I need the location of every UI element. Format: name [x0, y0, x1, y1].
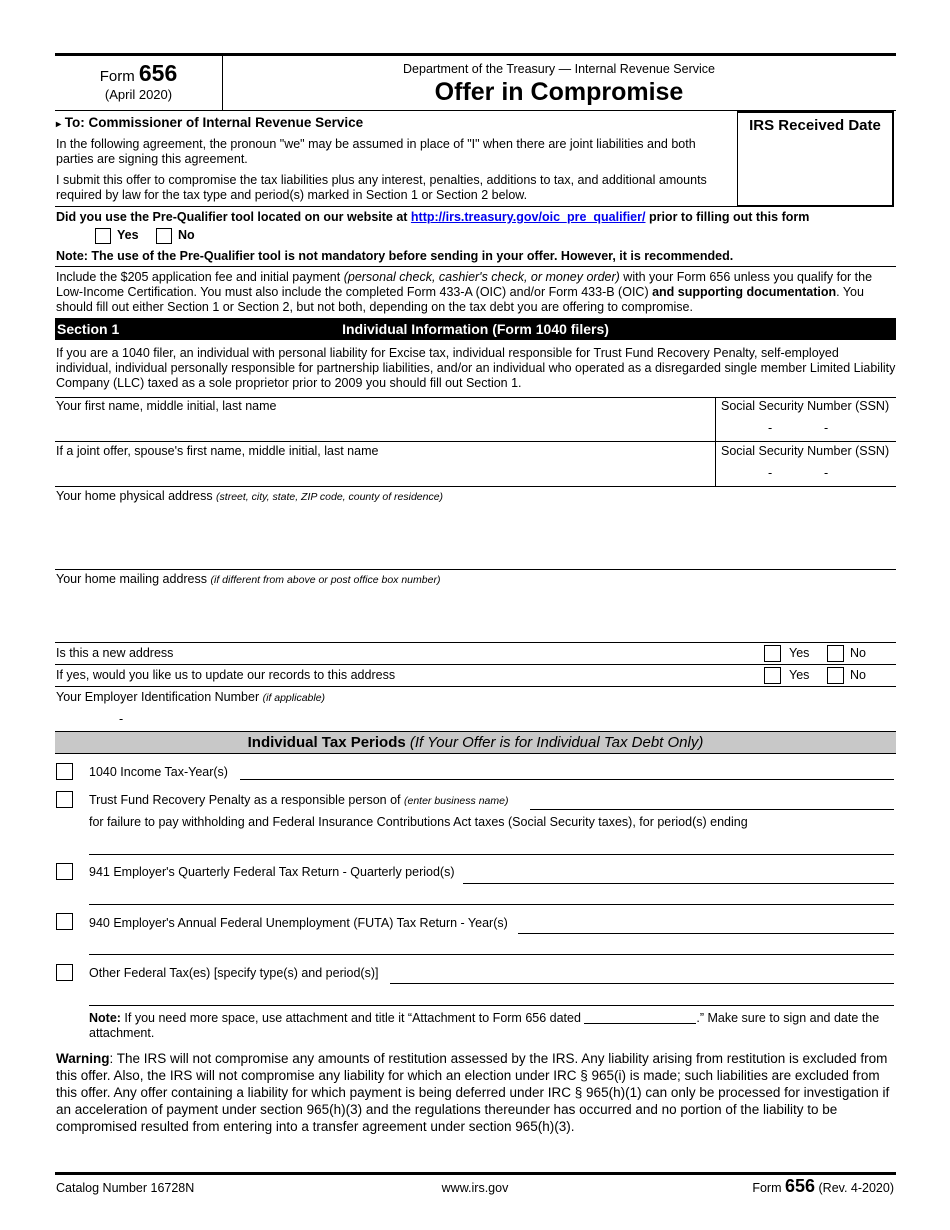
- home-address-label: [56, 489, 443, 503]
- footer-form-id: [752, 1176, 894, 1197]
- checkbox-trust-fund-recovery-penalty[interactable]: [56, 791, 73, 808]
- spouse-name-field[interactable]: [56, 460, 711, 484]
- mailing-address-label-text: Your home mailing address: [56, 572, 211, 586]
- intro-paragraph-2: I submit this offer to compromise the tax liabilities plus any interest, penalties, additions to tax, and additional amounts required by law for the tax type and period(s) marked in Section 1 or Section 2 below.: [56, 173, 707, 202]
- field-tfrp-periods[interactable]: [89, 835, 894, 855]
- section-1-label: Section 1: [57, 321, 120, 337]
- taxpayer-ssn-label: Social Security Number (SSN): [721, 399, 890, 413]
- label-trust-fund-recovery-penalty: [89, 793, 508, 807]
- ssn-dash-1: -: [768, 421, 773, 435]
- form-word: Form: [99, 68, 135, 85]
- prequalifier-note: Note: The use of the Pre-Qualifier tool is not mandatory before sending in your offer. However, it is recommended.: [56, 249, 734, 263]
- new-address-question: Is this a new address: [56, 646, 174, 660]
- footer-form-number: 656: [784, 1176, 816, 1196]
- intro-bottom-rule: [55, 206, 737, 207]
- spouse-ssn-field[interactable]: [720, 460, 892, 484]
- new-address-no-checkbox[interactable]: [827, 645, 844, 662]
- attachment-note-text-2: .” Make sure to sign and date the attachment.: [89, 1011, 880, 1040]
- section-1-title: Individual Information (Form 1040 filers): [342, 321, 609, 337]
- ein-field[interactable]: [56, 707, 356, 729]
- taxpayer-name-field[interactable]: [56, 415, 711, 439]
- tax-periods-header: [55, 731, 896, 754]
- name-row-bottom-rule: [55, 441, 896, 442]
- attachment-note-text-1: If you need more space, use attachment and title it “Attachment to Form 656 dated: [120, 1011, 585, 1025]
- prequalifier-question-end: prior to filling out this form: [645, 210, 810, 224]
- top-rule: [55, 53, 896, 56]
- department-name: Department of the Treasury — Internal Revenue Service: [403, 62, 715, 76]
- checkbox-1040-income-tax[interactable]: [56, 763, 73, 780]
- attachment-date-field[interactable]: [584, 1011, 696, 1024]
- ein-label-text: Your Employer Identification Number: [56, 690, 263, 704]
- footer-form-word: Form: [752, 1181, 785, 1195]
- checkbox-other-federal-taxes[interactable]: [56, 964, 73, 981]
- label-941-quarterly-return: 941 Employer's Quarterly Federal Tax Return - Quarterly period(s): [89, 865, 455, 879]
- mailing-address-bottom-rule: [55, 642, 896, 643]
- footer-rule: [55, 1172, 896, 1175]
- fee-paragraph: [56, 270, 892, 315]
- spouse-row-bottom-rule: [55, 486, 896, 487]
- prequalifier-no-checkbox[interactable]: [156, 228, 172, 244]
- fee-text-5: . You should fill out either Section 1 or Section 2, but not both, depending on the tax debt you are offering to compromise.: [56, 285, 864, 314]
- new-address-yes-label: Yes: [789, 646, 810, 660]
- home-address-hint: (street, city, state, ZIP code, county of residence): [216, 491, 444, 503]
- field-940-years-line-2[interactable]: [89, 936, 894, 955]
- prequalifier-no-label: No: [178, 228, 195, 242]
- warning-paragraph: [56, 1050, 894, 1135]
- tfrp-label-text: Trust Fund Recovery Penalty as a responsible person of: [89, 793, 404, 807]
- spouse-ssn-dash-1: -: [768, 466, 773, 480]
- mailing-address-label: [56, 572, 440, 586]
- attachment-note: [89, 1011, 894, 1041]
- field-940-years[interactable]: [518, 914, 894, 934]
- spouse-ssn-label: Social Security Number (SSN): [721, 444, 890, 458]
- home-address-field[interactable]: [56, 506, 892, 566]
- update-records-yes-checkbox[interactable]: [764, 667, 781, 684]
- home-address-bottom-rule: [55, 569, 896, 570]
- ein-hint: (if applicable): [262, 692, 326, 704]
- section-1-description: If you are a 1040 filer, an individual with personal liability for Excise tax, individual responsible for Trust Fund Recovery Penalty, self-employed individual, individual personally responsible for partnership liabilities, and/or an individual who operated as a disregarded single member Limited Liability Company (LLC) taxed as a sole proprietor prior to 2009 you should fill out Section 1.: [56, 346, 896, 390]
- mailing-address-hint: (if different from above or post office box number): [210, 574, 441, 586]
- ein-dash: -: [119, 712, 124, 726]
- tax-periods-heading-bold: Individual Tax Periods: [247, 734, 410, 751]
- section-1-header: [55, 318, 896, 340]
- field-other-federal-taxes-line-2[interactable]: [89, 987, 894, 1006]
- fee-text-3: with your Form 656 unless you qualify for the Low-Income Certification. You must also include the completed Form 433-A (OIC) and/or Form 433-B (OIC): [56, 270, 873, 299]
- page-title: Offer in Compromise: [434, 78, 684, 106]
- tax-periods-title: [55, 734, 896, 751]
- taxpayer-ssn-field[interactable]: [720, 415, 892, 439]
- field-941-periods-line-2[interactable]: [89, 886, 894, 905]
- irs-received-date-box: [737, 111, 894, 207]
- prequalifier-question-start: Did you use the Pre-Qualifier tool located on our website at: [56, 210, 411, 224]
- new-address-bottom-rule: [55, 664, 896, 665]
- irs-website: www.irs.gov: [441, 1181, 509, 1195]
- fee-text-payment-types: (personal check, cashier's check, or money order): [343, 270, 620, 284]
- spouse-name-label: If a joint offer, spouse's first name, middle initial, last name: [56, 444, 379, 458]
- label-other-federal-taxes: Other Federal Tax(es) [specify type(s) and period(s)]: [89, 966, 379, 980]
- prequalifier-yes-checkbox[interactable]: [95, 228, 111, 244]
- form-date: (April 2020): [104, 87, 173, 102]
- spouse-ssn-dash-2: -: [824, 466, 829, 480]
- ssn-dash-2: -: [824, 421, 829, 435]
- tax-periods-heading-italic: (If Your Offer is for Individual Tax Debt Only): [409, 734, 704, 751]
- ein-label: [56, 690, 325, 704]
- form-id-block: [55, 60, 222, 102]
- label-1040-income-tax: 1040 Income Tax-Year(s): [89, 765, 228, 779]
- form-number: 656: [138, 60, 178, 86]
- mailing-address-field[interactable]: [56, 588, 892, 640]
- irs-received-date-label: IRS Received Date: [749, 117, 881, 134]
- label-940-futa-return: 940 Employer's Annual Federal Unemployment (FUTA) Tax Return - Year(s): [89, 916, 508, 930]
- checkbox-940-futa-return[interactable]: [56, 913, 73, 930]
- intro-paragraph-1: In the following agreement, the pronoun "we" may be assumed in place of "I" when there are joint liabilities and both parties are signing this agreement.: [56, 137, 696, 166]
- update-records-question: If yes, would you like us to update our records to this address: [56, 668, 396, 682]
- update-records-no-checkbox[interactable]: [827, 667, 844, 684]
- fee-text-supporting-docs: and supporting documentation: [652, 285, 837, 299]
- tfrp-business-name-hint: (enter business name): [403, 795, 509, 807]
- note-bottom-rule: [55, 266, 896, 267]
- field-other-federal-taxes[interactable]: [390, 964, 894, 984]
- warning-label: Warning: [56, 1051, 110, 1066]
- prequalifier-question: [56, 210, 809, 224]
- tfrp-description-line: for failure to pay withholding and Federal Insurance Contributions Act taxes (Social Security taxes), for period(s) ending: [89, 815, 748, 829]
- home-address-label-text: Your home physical address: [56, 489, 217, 503]
- catalog-number: Catalog Number 16728N: [56, 1181, 195, 1195]
- prequalifier-yes-label: Yes: [117, 228, 139, 242]
- name-row-top-rule: [55, 397, 896, 398]
- checkbox-941-quarterly-return[interactable]: [56, 863, 73, 880]
- new-address-yes-checkbox[interactable]: [764, 645, 781, 662]
- fee-text-1: Include the $205 application fee and initial payment: [56, 270, 344, 284]
- new-address-no-label: No: [850, 646, 866, 660]
- taxpayer-name-label: Your first name, middle initial, last name: [56, 399, 277, 413]
- field-941-periods[interactable]: [463, 864, 894, 884]
- update-records-bottom-rule: [55, 686, 896, 687]
- arrow-icon: ▸: [56, 119, 62, 130]
- footer-revision: (Rev. 4-2020): [815, 1181, 894, 1195]
- field-tfrp-business-name[interactable]: [530, 792, 894, 810]
- to-line-text: To: Commissioner of Internal Revenue Service: [64, 115, 364, 130]
- update-records-no-label: No: [850, 668, 866, 682]
- field-1040-years[interactable]: [240, 760, 894, 780]
- update-records-yes-label: Yes: [789, 668, 810, 682]
- to-line: [56, 115, 363, 130]
- attachment-note-label: Note:: [89, 1011, 121, 1025]
- prequalifier-link[interactable]: http://irs.treasury.gov/oic_pre_qualifier/: [410, 210, 646, 224]
- warning-text: : The IRS will not compromise any amounts of restitution assessed by the IRS. Any liability arising from restitution is excluded from this offer. Also, the IRS will not compromise any liability for which an election under IRC § 965(i) is made; such liabilities are excluded from this offer. Any offer containing a liability for which payment is being deferred under IRC § 965(h)(1) can only be processed for investigation if an acceleration of payment under section 965(h)(3) and the regulations thereunder has occurred and no portion of the liability to be compromised resulted from entering into a transfer agreement under section 965(h)(3).: [56, 1051, 890, 1134]
